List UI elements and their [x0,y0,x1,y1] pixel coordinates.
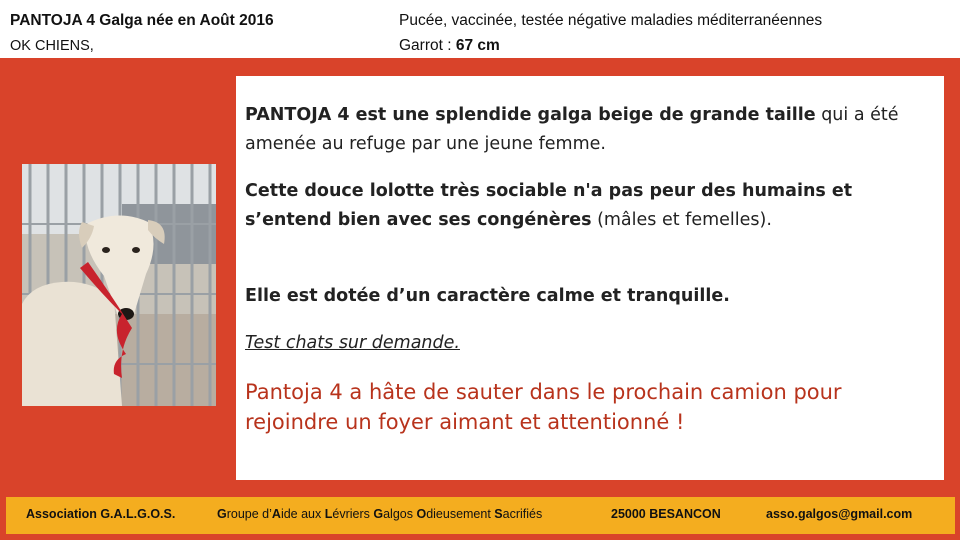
header [0,0,960,58]
association-meaning [217,507,542,521]
association-city: 25000 BESANCON [611,507,721,521]
greyhound-photo [22,164,216,406]
meaning-word: dieusement [426,507,495,521]
intro-bold: PANTOJA 4 est une splendide galga beige de grande taille [245,105,816,125]
meaning-word: acrifiés [502,507,543,521]
meaning-initial: G [217,507,227,521]
meaning-initial: O [416,507,427,521]
association-name: Association G.A.L.G.O.S. [26,507,176,521]
description-card [236,76,944,480]
intro-rest: qui a été amenée au refuge par une jeune femme. [245,105,899,154]
meaning-initial: L [324,507,333,521]
meaning-word: ide aux [280,507,325,521]
temperament-bold: Cette douce lolotte très sociable n'a pas peur des humains et s’entend bien avec ses congénères [245,181,853,230]
meaning-word: roupe d’ [226,507,272,521]
paragraph-character: Elle est dotée d’un caractère calme et tranquille. [245,286,730,306]
dog-title: PANTOJA 4 Galga née en Août 2016 [10,12,274,29]
meaning-initial: S [494,507,503,521]
garrot-label: Garrot : [399,37,456,54]
cat-test-note: Test chats sur demande. [245,333,460,353]
paragraph-temperament [245,177,925,235]
ok-dogs-label: OK CHIENS, [10,38,94,54]
meaning-initial: G [373,507,384,521]
garrot-value: 67 cm [455,37,500,54]
association-email[interactable]: asso.galgos@gmail.com [766,507,913,521]
meaning-initial: A [271,507,281,521]
meaning-word: évriers [332,507,374,521]
temperament-rest: (mâles et femelles). [591,210,772,230]
meaning-word: algos [383,507,417,521]
garrot-height [399,37,500,55]
paragraph-intro [245,101,925,159]
adoption-call: Pantoja 4 a hâte de sauter dans le prochain camion pour rejoindre un foyer aimant et attentionné ! [245,380,842,434]
health-status: Pucée, vaccinée, testée négative maladies méditerranéennes [399,12,823,29]
footer-banner [6,497,955,534]
